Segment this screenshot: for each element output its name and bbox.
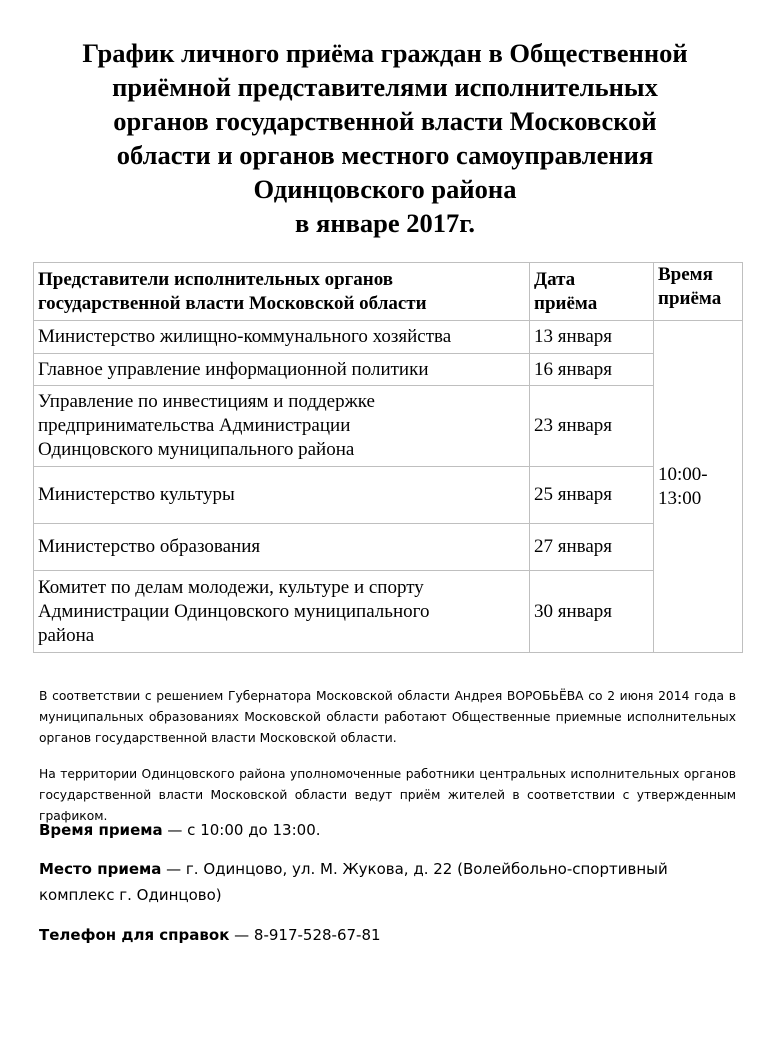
header-organization: [34, 263, 530, 321]
organization-cell: [34, 467, 530, 524]
organization-line: Министерство культуры: [38, 484, 235, 505]
table-row: [34, 386, 743, 467]
reception-phone: [39, 922, 736, 948]
table-row: [34, 321, 743, 354]
organization-cell: [34, 386, 530, 467]
title-line: в январе 2017г.: [295, 208, 475, 238]
header-organization-line: Представители исполнительных органов: [38, 268, 394, 290]
reception-phone-value: — 8-917-528-67-81: [229, 926, 381, 944]
info-paragraph-reception-territory: На территории Одинцовского района уполномоченные работники центральных исполнительных органов государственной власти Московской области ведут приём жителей в соответствии с утвержденным графиком.: [39, 767, 736, 823]
date-cell: 25 января: [530, 467, 654, 524]
title-line: области и органов местного самоуправления: [116, 140, 654, 170]
header-date-line: Дата: [534, 268, 576, 290]
info-paragraph-governor-decision: В соответствии с решением Губернатора Московской области Андрея ВОРОБЬЁВА со 2 июня 2014 года в муниципальных образованиях Московской области работают Общественные приемные исполнительных органов государственной власти Московской области.: [39, 689, 736, 745]
organization-line: Управление по инвестициям и поддержке: [38, 391, 375, 412]
time-cell: [654, 321, 743, 653]
reception-place-label: Место приема: [39, 860, 162, 878]
reception-place: [39, 856, 689, 908]
reception-place-value: — г. Одинцово, ул. М. Жукова, д. 22 (Волейбольно-спортивный комплекс г. Одинцово): [39, 860, 668, 904]
organization-cell: [34, 524, 530, 571]
title-line: Одинцовского района: [253, 174, 517, 204]
header-date-line: приёма: [534, 292, 598, 314]
header-time-line: Время: [658, 264, 713, 285]
table-row: [34, 467, 743, 524]
date-cell: 13 января: [530, 321, 654, 354]
organization-cell: [34, 321, 530, 354]
organization-line: Одинцовского муниципального района: [38, 439, 355, 460]
reception-time: [39, 817, 736, 843]
date-cell: 30 января: [530, 571, 654, 653]
organization-line: Министерство образования: [38, 536, 261, 557]
organization-line: Администрации Одинцовского муниципального: [38, 600, 430, 622]
reception-time-label: Время приема: [39, 821, 163, 839]
header-date: [530, 263, 654, 321]
table-row: [34, 571, 743, 653]
organization-line: Главное управление информационной политики: [38, 358, 429, 380]
organization-line: района: [38, 624, 95, 646]
time-line: 13:00: [658, 487, 702, 509]
organization-cell: [34, 354, 530, 386]
title-line: График личного приёма граждан в Общественной: [82, 38, 688, 68]
header-time: [654, 263, 743, 321]
header-time-line: приёма: [658, 288, 722, 309]
table-row: [34, 354, 743, 386]
page-title: [20, 36, 750, 240]
organization-line: Министерство жилищно-коммунального хозяйства: [38, 326, 452, 347]
reception-phone-label: Телефон для справок: [39, 926, 230, 944]
reception-time-value: — с 10:00 до 13:00.: [162, 821, 321, 839]
title-line: органов государственной власти Московской: [113, 106, 657, 136]
title-line: приёмной представителями исполнительных: [112, 72, 658, 102]
table-header-row: [34, 263, 743, 321]
date-cell: 23 января: [530, 386, 654, 467]
time-line: 10:00-: [658, 463, 708, 485]
header-organization-line: государственной власти Московской области: [38, 292, 427, 314]
organization-line: предпринимательства Администрации: [38, 415, 351, 436]
schedule-table: [33, 262, 743, 653]
table-row: [34, 524, 743, 571]
organization-cell: [34, 571, 530, 653]
date-cell: 16 января: [530, 354, 654, 386]
date-cell: 27 января: [530, 524, 654, 571]
organization-line: Комитет по делам молодежи, культуре и спорту: [38, 576, 424, 598]
